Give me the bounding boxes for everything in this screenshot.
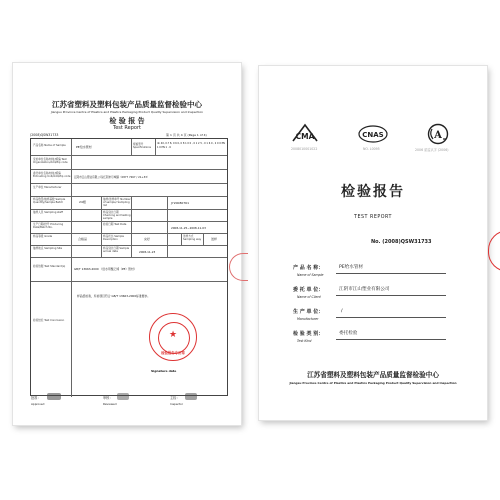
field-client-underline bbox=[336, 295, 446, 296]
report-cover-page bbox=[259, 66, 487, 420]
cover-report-number: No. (2008)QSW31733 bbox=[371, 239, 432, 245]
field-client-label: 委 托 单 位： bbox=[293, 287, 324, 293]
cal-caption: 2006 质监认字 (2006) bbox=[415, 148, 449, 152]
label-sample-quantity: 样品数量/抽样基数 Sample Quantity/Sample Batch bbox=[33, 198, 66, 205]
value-sample-name: PE给水管材 bbox=[76, 145, 92, 149]
approver-signature bbox=[47, 393, 61, 400]
page-seam-seal bbox=[229, 253, 248, 281]
value-test-date: 2008-11-25~2008-11-03 bbox=[171, 226, 206, 230]
cover-title-cn: 检验报告 bbox=[341, 184, 405, 200]
field-sample-name-en: Name of Sample bbox=[297, 273, 324, 277]
signature-date-label: Signature date bbox=[151, 369, 177, 373]
center-title-en: Jiangsu Province Centre of Plastics and Plastics Packaging Product Quality Supervision and Inspection bbox=[50, 110, 204, 114]
value-entrusting-unit: 江阴市江山塑业有限公司/江阴市月城镇（0877 7267 / 21+33） bbox=[74, 176, 150, 179]
label-sample-description: 样品状态 Sample Description bbox=[103, 235, 124, 242]
value-test-standard: GB/T 13663-2000 《给水用聚乙烯（PE）管材》 bbox=[74, 267, 137, 271]
inspection-seal bbox=[149, 313, 197, 361]
label-sample-name: 产品名称 Name of Sample bbox=[33, 144, 66, 147]
edge-seal bbox=[488, 230, 500, 272]
value-test-conclusion: 样品经检验，所检项目符合 GB/T 13663-2000标准要求。 bbox=[77, 294, 151, 298]
field-test-kind-value: 委托检验 bbox=[339, 331, 358, 336]
value-sample-list-no: JY20080761 bbox=[171, 201, 189, 205]
cal-logo bbox=[424, 123, 452, 145]
label-test-standard: 检验依据 Test Standard(s) bbox=[33, 265, 66, 268]
report-number: (2008)QSW31733 bbox=[30, 133, 59, 137]
center-title-cn: 江苏省塑料及塑料包装产品质量监督检验中心 bbox=[52, 100, 202, 109]
label-manufacturer: 生产单位 Manufacturer bbox=[33, 186, 62, 189]
approved-label: 批准： bbox=[31, 396, 41, 400]
cma-caption: 2008010001022 bbox=[291, 147, 318, 151]
field-test-kind-en: Test Kind bbox=[297, 339, 312, 343]
cover-title-en: TEST REPORT bbox=[354, 215, 392, 220]
label-sample-list-no: 抽样/送样单号 Number of sample/ Sampling list bbox=[103, 198, 131, 208]
label-specifications: 规格型号 Specifications bbox=[133, 143, 152, 150]
cover-org-cn: 江苏省塑料及塑料包装产品质量监督检验中心 bbox=[307, 371, 439, 379]
cnas-caption: NO. L0095 bbox=[363, 147, 380, 151]
value-arrival-date: 2008-11-23 bbox=[139, 250, 156, 254]
label-sampling-way: 送样方式 Sampling way bbox=[183, 235, 202, 242]
seal-text: 检验报告专用章 bbox=[161, 351, 185, 355]
field-sample-name-label: 产 品 名 称： bbox=[293, 265, 324, 271]
value-specifications: dn 40, 0.7 8, 0 6 0, 0 8 1 0 0 , 0 1 2 5 , 0 1 6 0 , 2 0 0 PN 1 0 PN 1 . 6 bbox=[157, 142, 225, 149]
field-manufacturer-label: 生 产 单 位： bbox=[293, 309, 324, 315]
reviewed-label: 审核： bbox=[103, 396, 113, 400]
cma-logo bbox=[291, 123, 319, 145]
value-sampling-way: 送样 bbox=[211, 237, 218, 241]
field-test-kind-underline bbox=[336, 339, 446, 340]
reviewed-label-en: Reviewed bbox=[103, 402, 117, 406]
approved-label-en: Approved bbox=[31, 402, 45, 406]
test-report-page bbox=[13, 63, 241, 425]
value-sample-description: 完好 bbox=[144, 237, 151, 241]
label-producing-date: 生产日期/批号 Producing Date/Batch No. bbox=[33, 223, 64, 230]
cnas-logo bbox=[357, 123, 389, 145]
field-client-en: Name of Client bbox=[297, 295, 321, 299]
report-title-cn: 检 验 报 告 bbox=[109, 116, 145, 125]
value-sample-quantity: 24根 bbox=[79, 200, 86, 204]
svg-text:CMA: CMA bbox=[295, 132, 315, 141]
page-info: 第 1 页 共 4 页 (Page 1 of 4) bbox=[166, 133, 207, 137]
reviewer-signature bbox=[117, 393, 129, 400]
label-test-conclusion: 检验结论 Test Conclusion bbox=[33, 319, 65, 322]
label-grade: 样品等级 Grade bbox=[33, 235, 53, 238]
field-manufacturer-value: / bbox=[341, 309, 343, 314]
field-manufacturer-underline bbox=[336, 317, 446, 318]
field-client-value: 江阴市江山塑业有限公司 bbox=[339, 287, 390, 292]
field-sample-name-value: PE给水管材 bbox=[339, 265, 364, 270]
label-test-organization: 受检单位名称/地址/邮编 Test Organization/Add/Zip code bbox=[33, 158, 68, 165]
inspector-signature bbox=[185, 393, 197, 400]
value-grade: 合格品 bbox=[78, 237, 88, 241]
report-title-en: Test Report bbox=[112, 125, 141, 131]
label-sampling-site: 抽样地点 Sampling Site bbox=[33, 247, 63, 250]
svg-text:CNAS: CNAS bbox=[362, 131, 384, 139]
label-sampling-staff: 抽样人员 Sampling staff bbox=[33, 211, 63, 214]
label-test-date: 检验日期 Test Date bbox=[103, 223, 127, 226]
report-table bbox=[30, 138, 228, 396]
field-sample-name-underline bbox=[336, 273, 446, 274]
inspector-label: 主检： bbox=[170, 396, 180, 400]
svg-text:A: A bbox=[434, 130, 442, 141]
cover-org-en: Jiangsu Province Centre of Plastics and Plastics Packaging Product Quality Supervision and Inspection bbox=[289, 381, 457, 385]
label-arrival-date: 样品到达日期 Sample arrival date bbox=[103, 247, 130, 254]
label-entrusting-unit: 委托单位名称/地址/邮编 Entrusting Unit/Add/Zip code bbox=[33, 172, 71, 179]
inspector-label-en: Inspector bbox=[170, 402, 184, 406]
label-checking-sample: 样品到达日期 Checking and testing sample bbox=[103, 211, 131, 221]
seal-star-icon: ★ bbox=[169, 330, 178, 340]
field-test-kind-label: 检 验 类 别： bbox=[293, 331, 324, 337]
field-manufacturer-en: Manufacturer bbox=[297, 317, 319, 321]
